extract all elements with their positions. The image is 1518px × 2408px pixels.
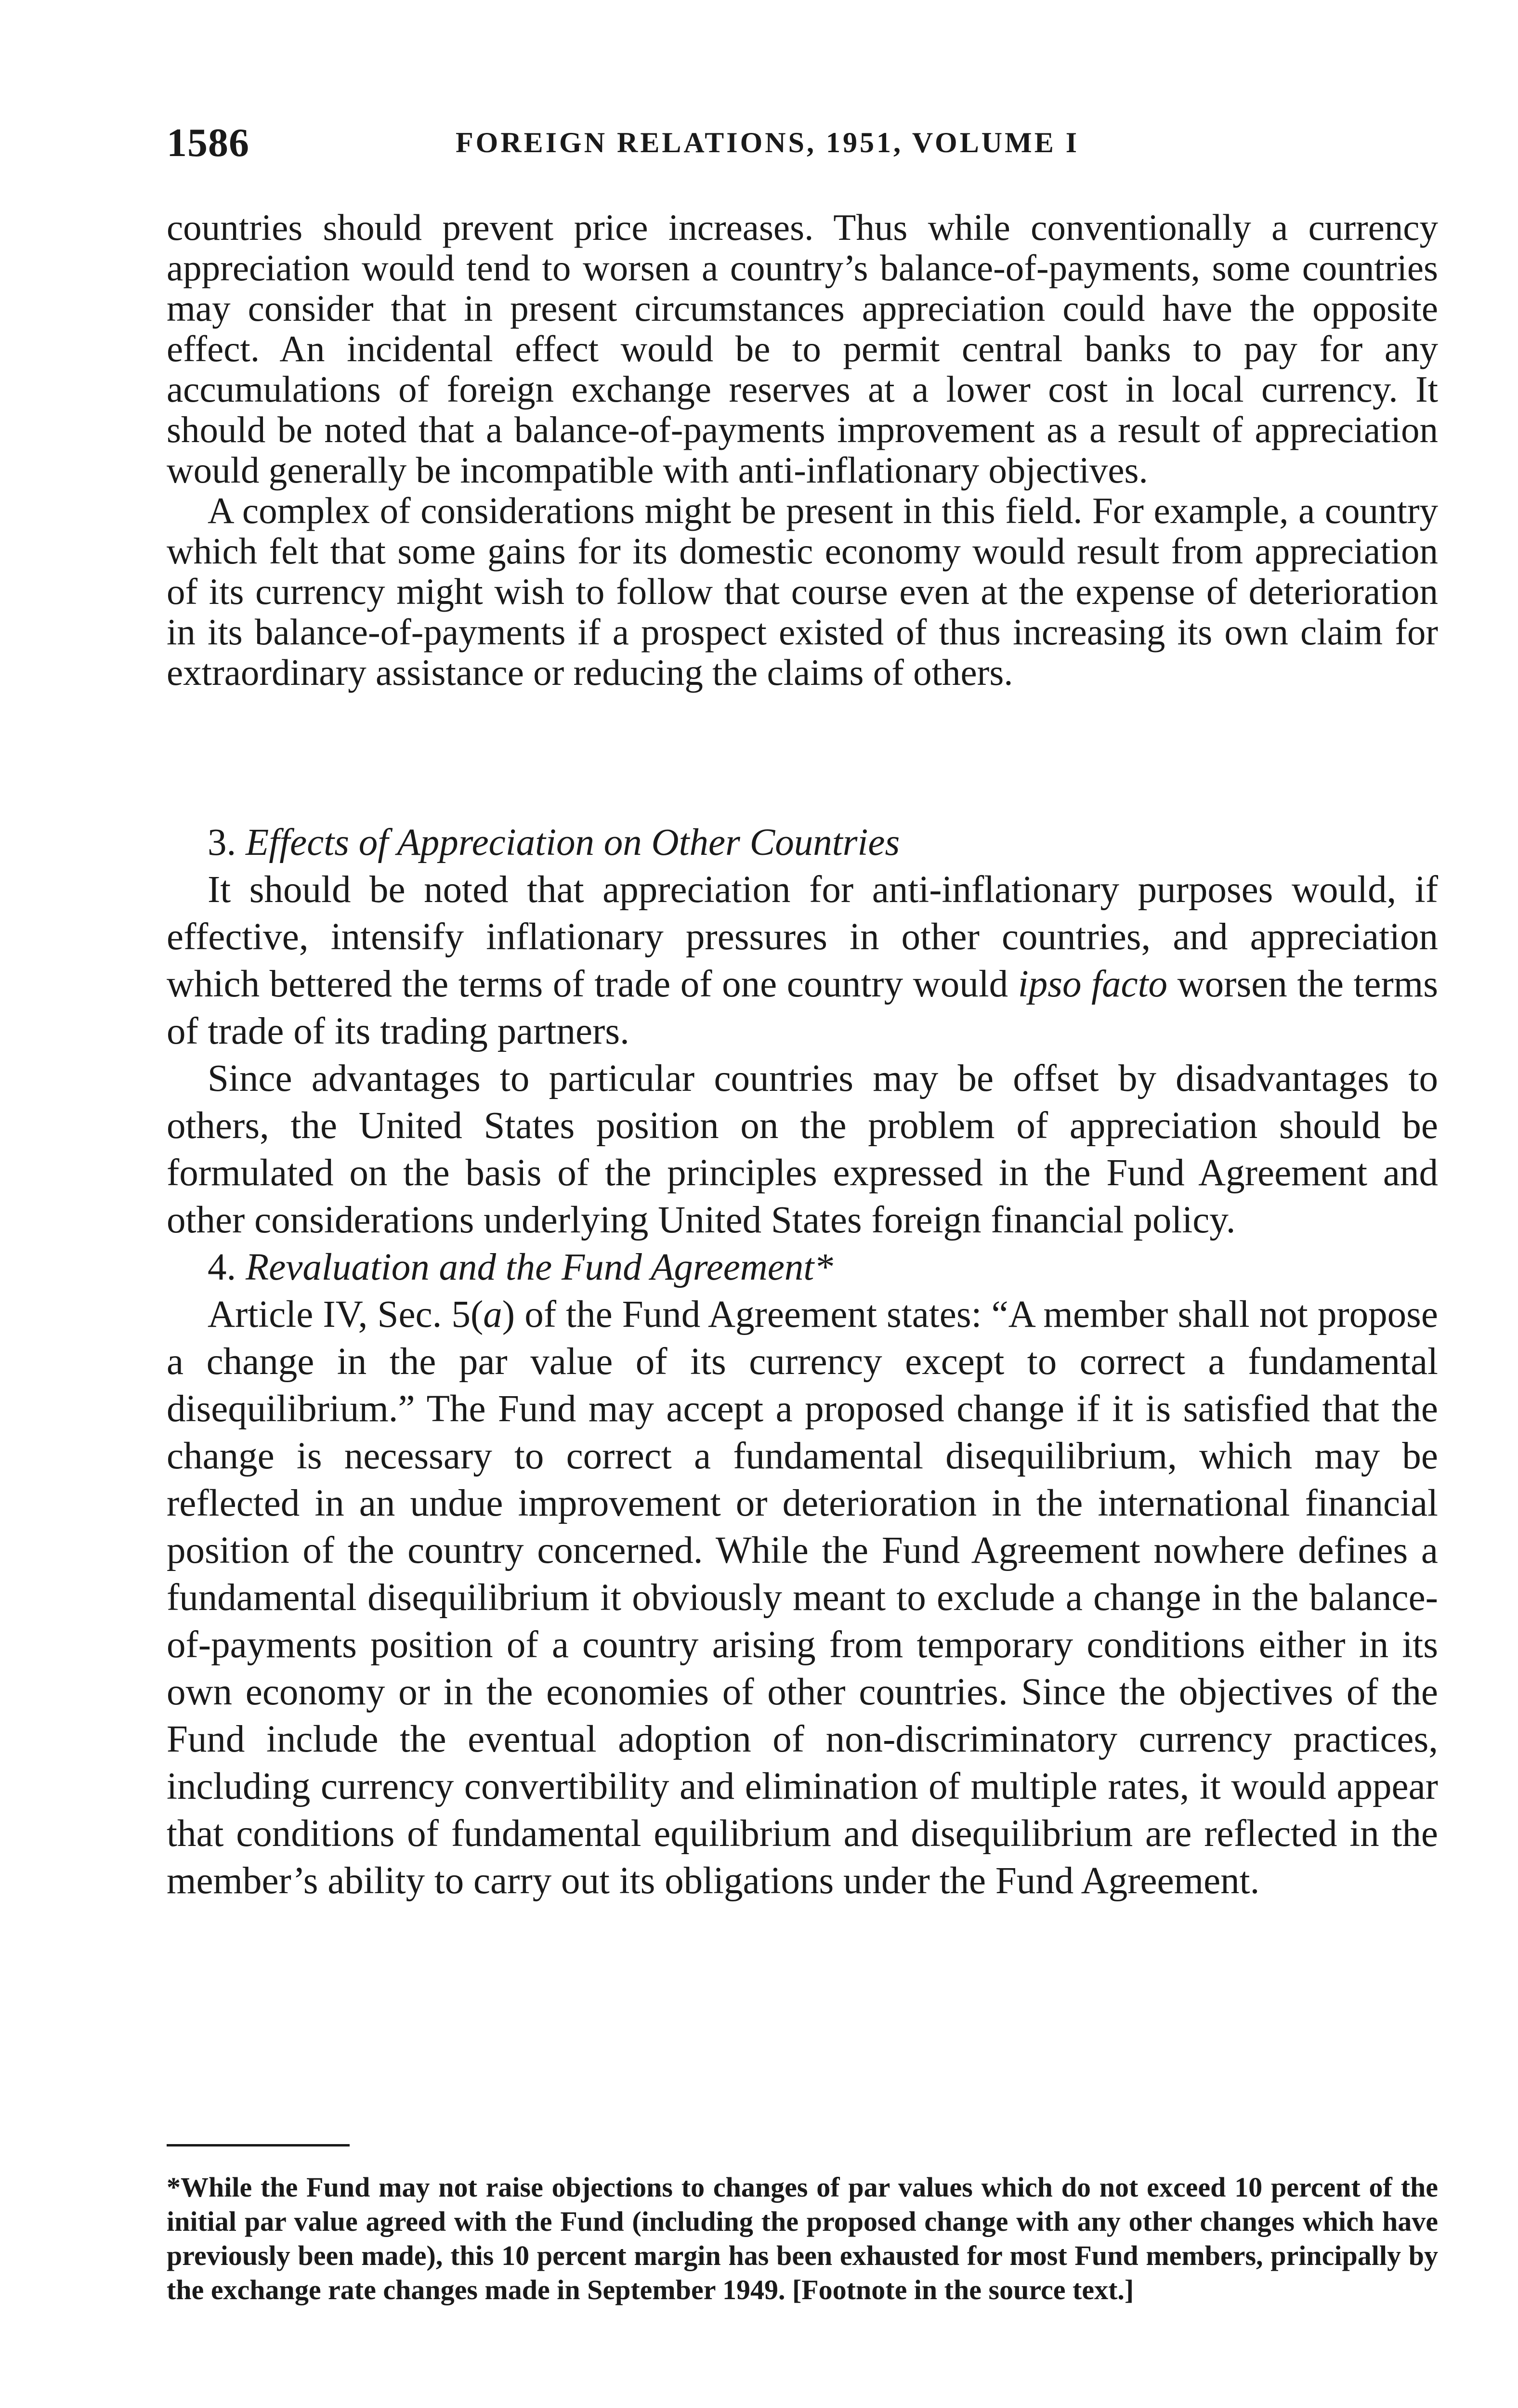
page-number: 1586 xyxy=(167,120,249,165)
section-number-4: 4. xyxy=(208,1246,236,1288)
section-number-3: 3. xyxy=(208,822,236,864)
page-header xyxy=(167,119,1477,172)
paragraph-article-part-a: Article IV, Sec. 5( xyxy=(208,1294,484,1335)
running-head: FOREIGN RELATIONS, 1951, VOLUME I xyxy=(456,127,1080,158)
body-text-lower xyxy=(167,819,1438,1905)
paragraph-effects-part-a: It should be noted that appreciation for anti-inflationary purposes would, if effective, intensify inflationary pressures in other countries, and appreciation which bettered the terms of trade of one country would xyxy=(167,869,1438,1005)
subsection-letter: a xyxy=(483,1294,502,1335)
section-title-3: Effects of Appreciation on Other Countries xyxy=(246,822,900,864)
section-title-4: Revaluation and the Fund Agreement* xyxy=(246,1246,833,1288)
body-text-upper xyxy=(167,207,1438,693)
footnote: *While the Fund may not raise objections to changes of par values which do not exceed 10 percent of the initial par value agreed with the Fund (including the proposed change with any other changes which have previously been made), this 10 percent margin has been exhausted for most Fund members, principally by the exchange rate changes made in September 1949. [Footnote in the source text.] xyxy=(167,2172,1438,2305)
footnote-divider xyxy=(167,2144,350,2146)
paragraph-article-part-b: ) of the Fund Agreement states: “A member shall not propose a change in the par value of its currency except to correct a fundamental disequilibrium.” The Fund may accept a proposed change if it is satisfied that the change is necessary to correct a fundamental disequilibrium, which may be reflected in an undue improvement or deterioration in the international financial position of the country concerned. While the Fund Agreement nowhere defines a fundamental disequilibrium it obviously meant to exclude a change in the balance-of-payments position of a country arising from temporary conditions either in its own economy or in the economies of other countries. Since the objectives of the Fund include the eventual adoption of non-discriminatory currency practices, including currency convertibility and elimination of multiple rates, it would appear that conditions of fundamental equilibrium and disequilibrium are reflected in the member’s ability to carry out its obligations under the Fund Agreement. xyxy=(167,1294,1438,1902)
section-heading-4 xyxy=(167,1244,1438,1291)
paragraph-effects-part-b: worsen the terms of trade of its trading partners. xyxy=(167,963,1438,1052)
latin-term: ipso facto xyxy=(1018,963,1168,1005)
paragraph-complex-considerations: A complex of considerations might be present in this field. For example, a country which felt that some gains for its domestic economy would result from appreciation of its currency might wish to follow that course even at the expense of deterioration in its balance-of-payments if a prospect existed of thus increasing its own claim for extraordinary assistance or reducing the claims of others. xyxy=(167,490,1438,693)
paragraph-article-iv xyxy=(167,1291,1438,1905)
section-heading-3 xyxy=(167,819,1438,866)
paragraph-effects xyxy=(167,866,1438,1055)
paragraph-us-position: Since advantages to particular countries may be offset by disadvantages to others, the United States position on the problem of appreciation should be formulated on the basis of the principles expressed in the Fund Agreement and other considerations underlying United States foreign financial policy. xyxy=(167,1058,1438,1241)
paragraph-continued: countries should prevent price increases. Thus while conventionally a currency appreciation would tend to worsen a country’s balance-of-payments, some countries may consider that in present circumstances appreciation could have the opposite effect. An incidental effect would be to permit central banks to pay for any accumulations of foreign exchange reserves at a lower cost in local currency. It should be noted that a balance-of-payments improvement as a result of appreciation would generally be incompatible with anti-inflationary objectives. xyxy=(167,207,1438,491)
